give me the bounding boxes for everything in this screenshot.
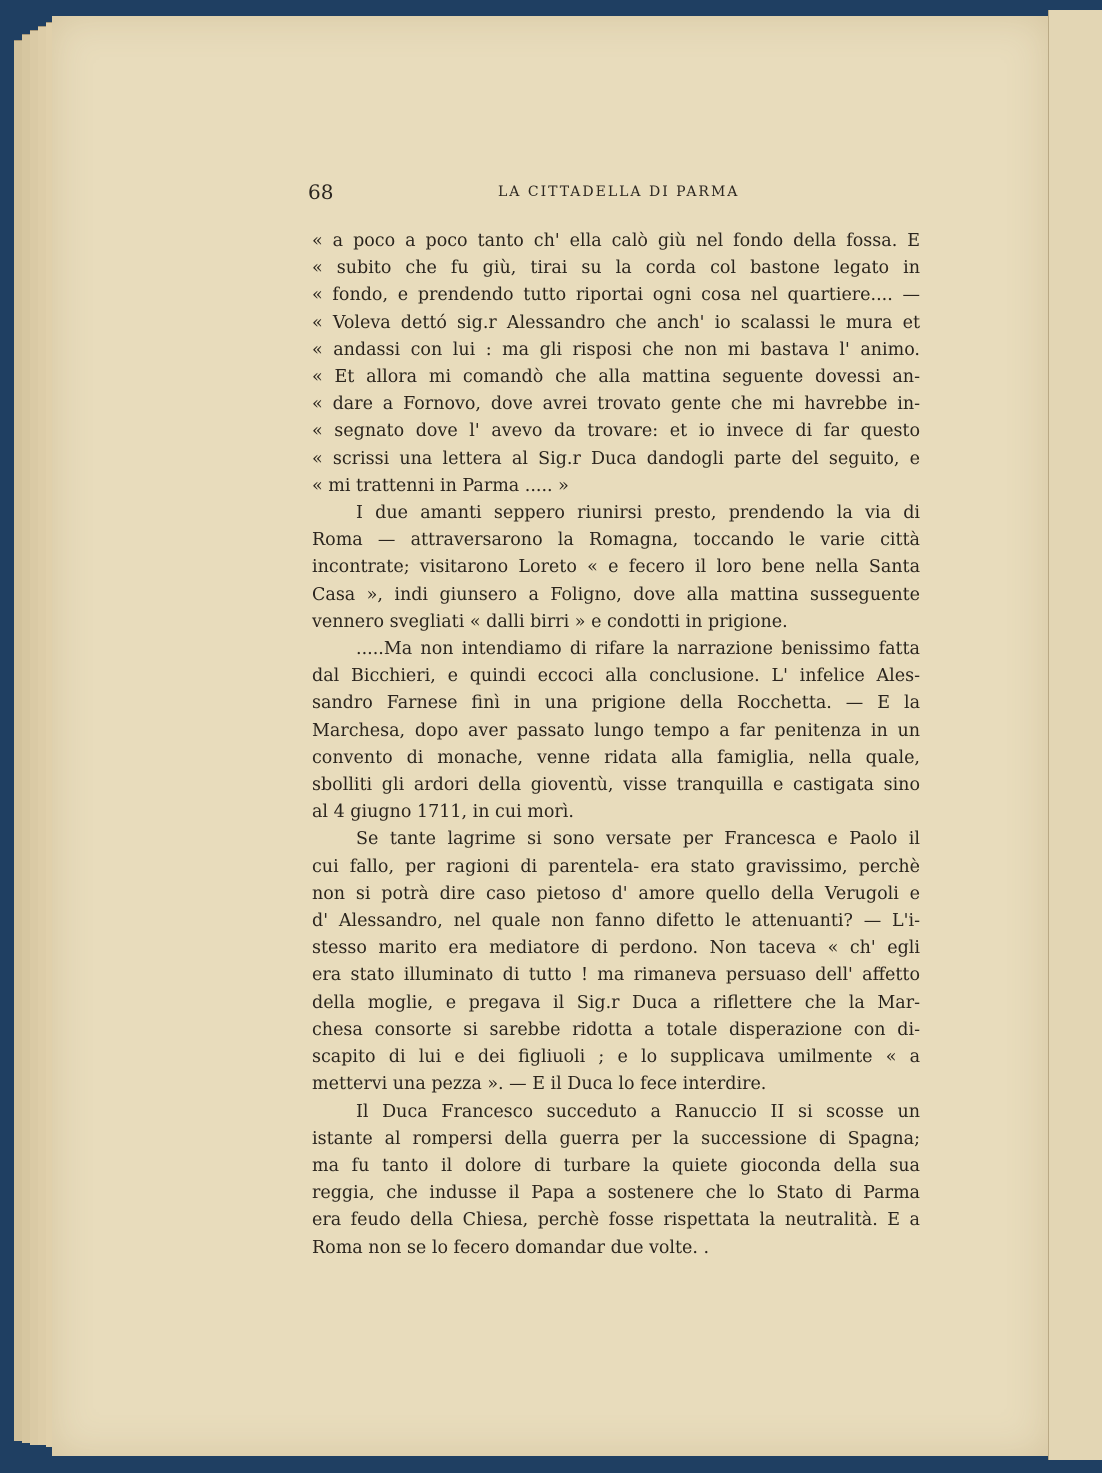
text-line: era stato illuminato di tutto ! ma rimaneva persuaso dell' affetto [312,965,920,986]
text-line: convento di monache, venne ridata alla famiglia, nella quale, [312,747,920,768]
text-line: « mi trattenni in Parma ..... » [312,475,569,496]
text-line: ma fu tanto il dolore di turbare la quiete gioconda della sua [312,1155,920,1176]
text-line: Casa », indi giunsero a Foligno, dove alla mattina susseguente [312,584,920,605]
text-line: della moglie, e pregava il Sig.r Duca a riflettere che la Mar- [312,992,920,1013]
text-line: scapito di lui e dei figliuoli ; e lo supplicava umilmente « a [312,1047,920,1068]
running-title: LA CITTADELLA DI PARMA [498,184,740,200]
text-line: dal Bicchieri, e quindi eccoci alla conclusione. L' infelice Ales- [312,666,920,687]
text-line: Il Duca Francesco succeduto a Ranuccio II si scosse un [356,1101,920,1122]
text-line: Roma — attraversarono la Romagna, toccando le varie città [312,530,920,551]
text-line: mettervi una pezza ». — E il Duca lo fece interdire. [312,1074,767,1095]
facing-page-edge [1048,10,1102,1460]
text-line: vennero svegliati « dalli birri » e condotti in prigione. [312,611,788,632]
text-line: sandro Farnese finì in una prigione della Rocchetta. — E la [312,693,920,714]
text-line: Se tante lagrime si sono versate per Francesca e Paolo il [356,829,920,850]
text-line: « dare a Fornovo, dove avrei trovato gente che mi havrebbe in- [312,394,920,415]
page-number: 68 [308,180,334,204]
text-line: istante al rompersi della guerra per la successione di Spagna; [312,1128,920,1149]
body-text [312,228,920,1262]
text-line: incontrate; visitarono Loreto « e fecero il loro bene nella Santa [312,557,920,578]
text-line: non si potrà dire caso pietoso d' amore quello della Verugoli e [312,883,920,904]
text-line: d' Alessandro, nel quale non fanno difetto le attenuanti? — L'i- [312,911,920,932]
text-line: Marchesa, dopo aver passato lungo tempo a far penitenza in un [312,720,920,741]
text-line: stesso marito era mediatore di perdono. Non taceva « ch' egli [312,938,920,959]
text-line: « scrissi una lettera al Sig.r Duca dandogli parte del seguito, e [312,448,920,469]
text-line: era feudo della Chiesa, perchè fosse rispettata la neutralità. E a [312,1210,920,1231]
text-line: « Voleva dettó sig.r Alessandro che anch' io scalassi le mura et [312,312,920,333]
text-line: « a poco a poco tanto ch' ella calò giù nel fondo della fossa. E [312,231,920,251]
text-line: al 4 giugno 1711, in cui morì. [312,802,574,823]
page-header [308,180,920,210]
text-line: cui fallo, per ragioni di parentela- era stato gravissimo, perchè [312,856,920,877]
text-line: reggia, che indusse il Papa a sostenere che lo Stato di Parma [312,1183,920,1204]
text-line: « Et allora mi comandò che alla mattina seguente dovessi an- [312,367,920,388]
text-line: « subito che fu giù, tirai su la corda col bastone legato in [312,258,920,279]
text-line: « segnato dove l' avevo da trovare: et io invece di far questo [312,421,920,442]
text-line: « andassi con lui : ma gli risposi che non mi bastava l' animo. [312,339,920,360]
text-line: .....Ma non intendiamo di rifare la narrazione benissimo fatta [356,639,920,660]
text-line: chesa consorte si sarebbe ridotta a totale disperazione con di- [312,1019,920,1040]
text-line: « fondo, e prendendo tutto riportai ogni cosa nel quartiere.... — [312,285,920,306]
text-line: Roma non se lo fecero domandar due volte. . [312,1237,710,1258]
text-line: sbolliti gli ardori della gioventù, visse tranquilla e castigata sino [312,775,920,796]
text-line: I due amanti seppero riunirsi presto, prendendo la via di [356,503,920,524]
